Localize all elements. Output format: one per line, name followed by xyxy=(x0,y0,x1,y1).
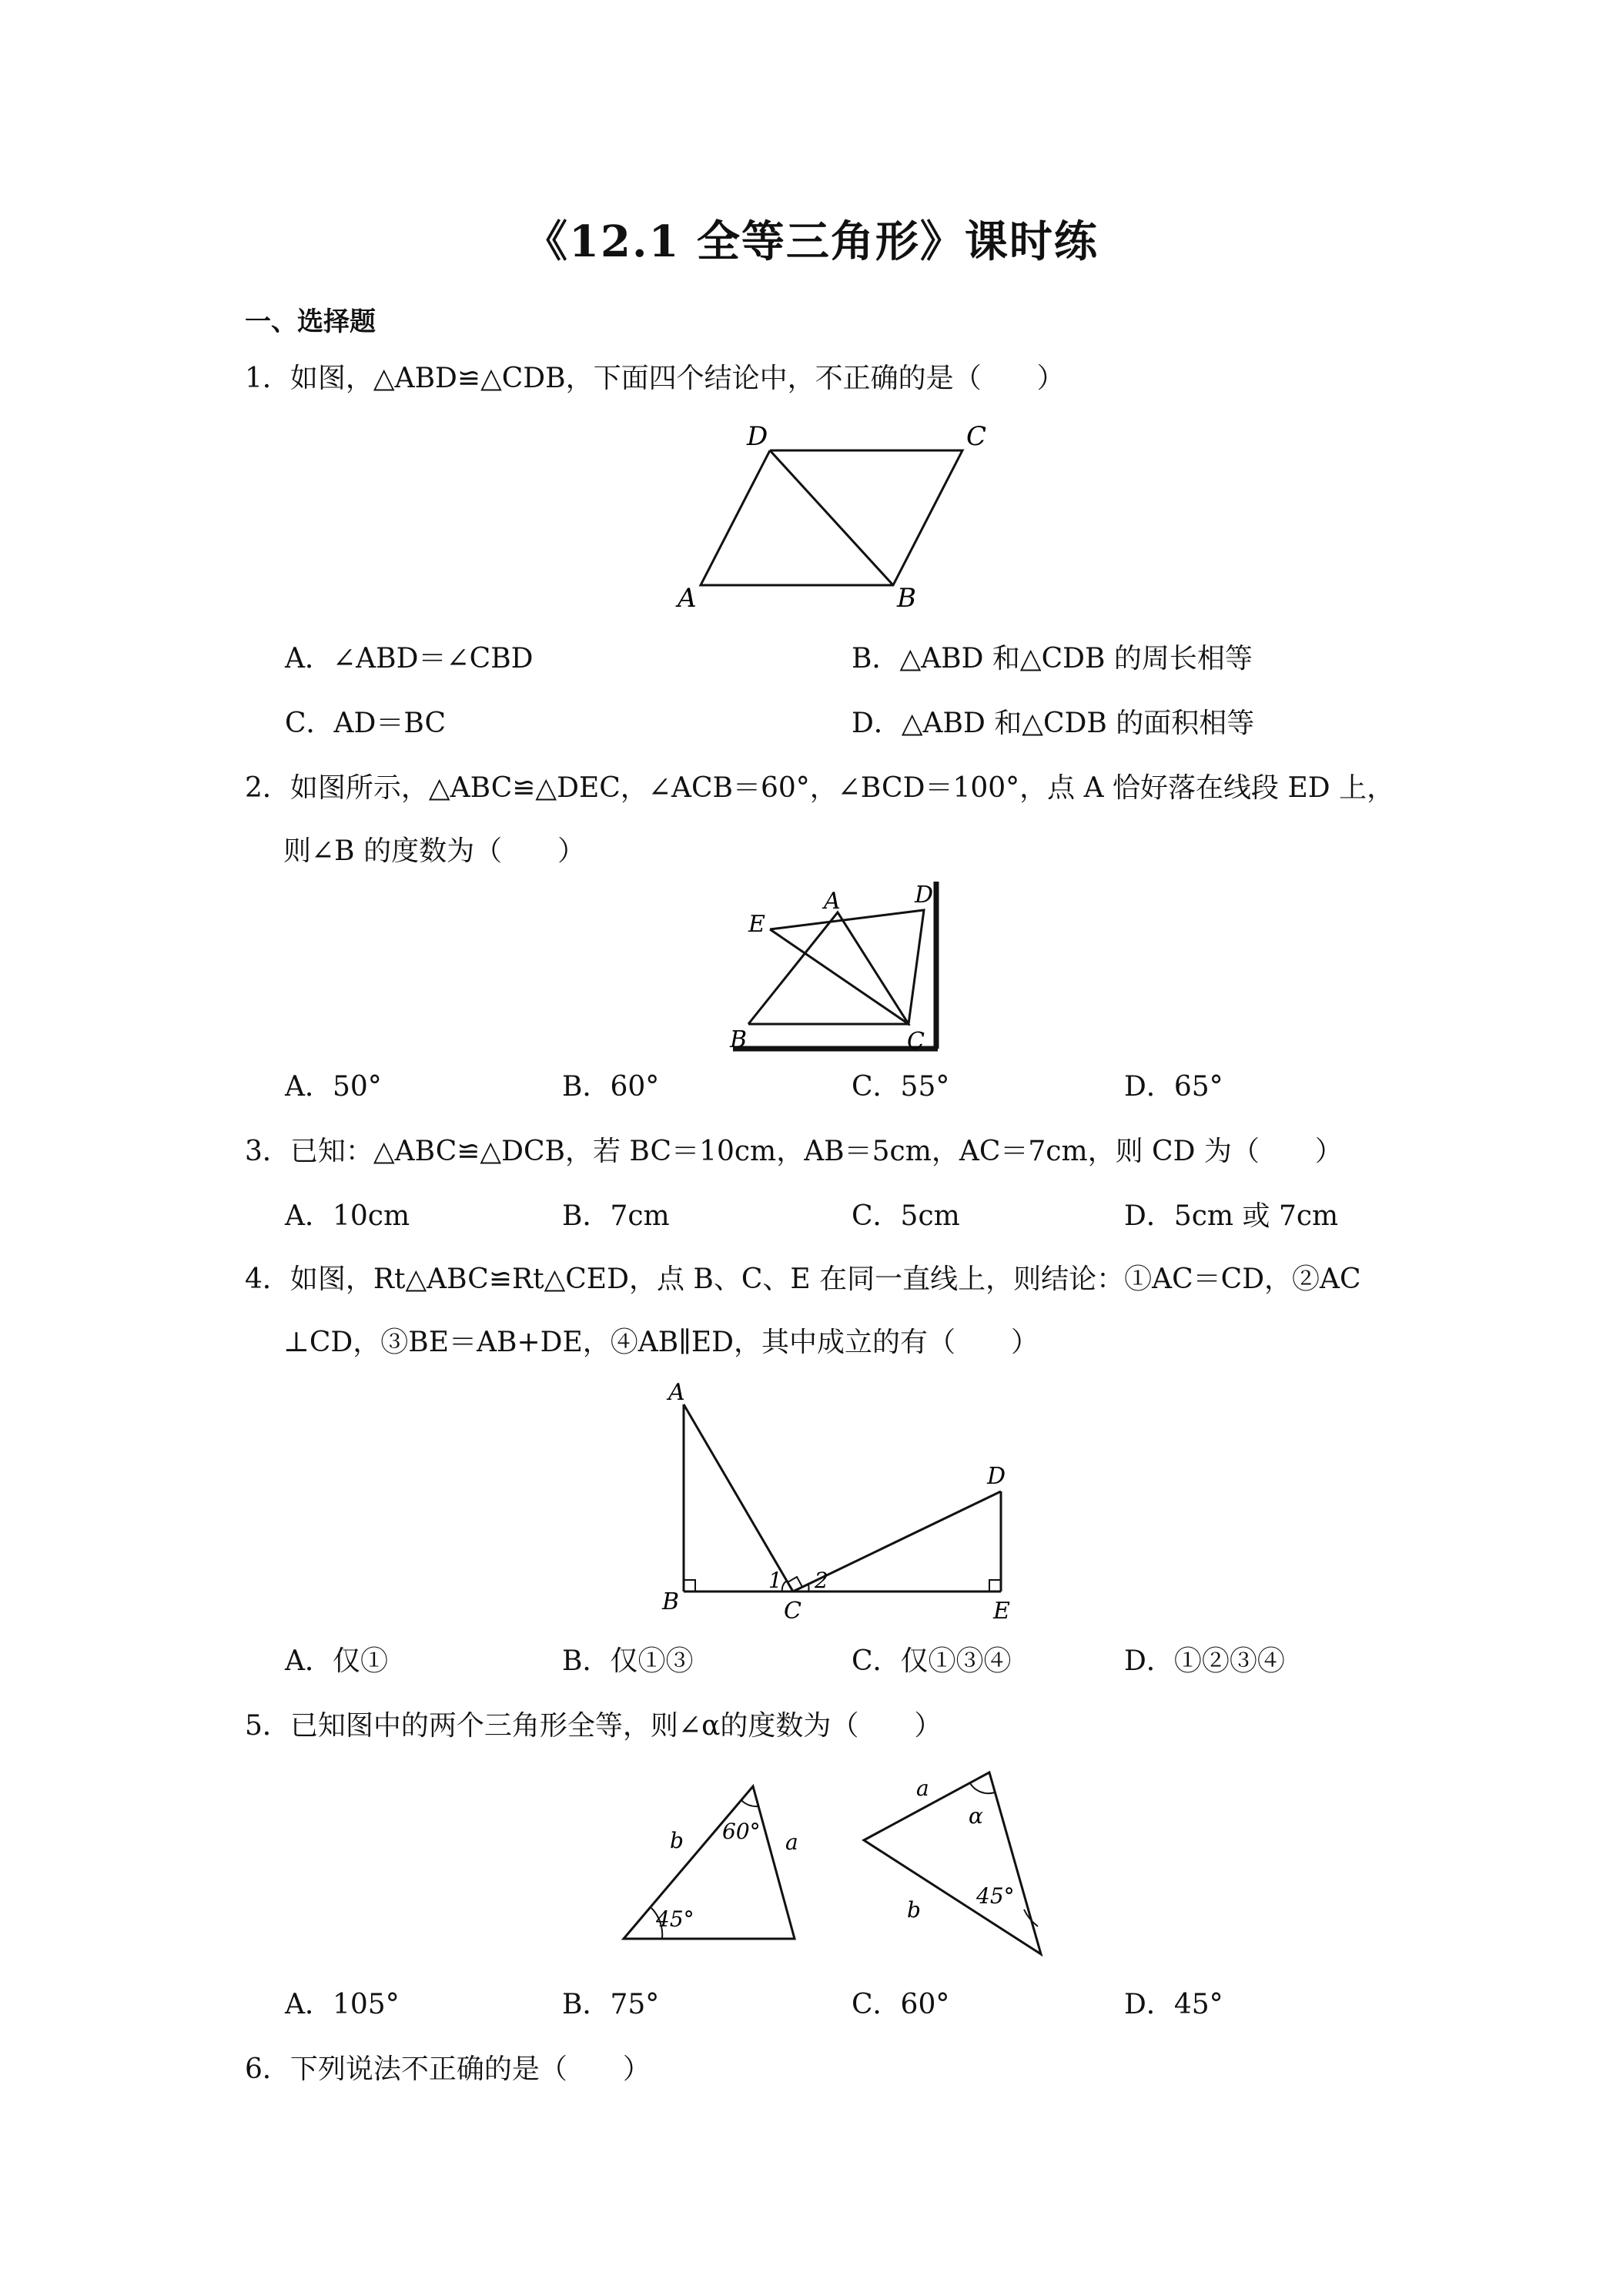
label-b: B xyxy=(730,1026,748,1053)
angle-arc-1 xyxy=(782,1581,787,1591)
question-2-stem: 2．如图所示，△ABC≌△DEC，∠ACB＝60°，∠BCD＝100°，点 A 恰好落在线段 ED 上， xyxy=(245,772,1395,804)
label-b: B xyxy=(897,583,916,614)
question-2-option-b[interactable]: B．60° xyxy=(562,1071,660,1103)
question-5-option-a[interactable]: A．105° xyxy=(285,1989,400,2020)
question-5-option-d[interactable]: D．45° xyxy=(1124,1989,1223,2020)
question-2-option-a[interactable]: A．50° xyxy=(285,1071,382,1103)
question-1-option-d[interactable]: D．△ABD 和△CDB 的面积相等 xyxy=(852,708,1255,739)
label-e: E xyxy=(748,911,765,938)
label-c: C xyxy=(907,1028,925,1055)
right-angle-b xyxy=(684,1580,695,1591)
question-4-option-a[interactable]: A．仅① xyxy=(285,1645,388,1677)
question-3-option-d[interactable]: D．5cm 或 7cm xyxy=(1124,1200,1339,1232)
question-4-stem-2: ⊥CD，③BE＝AB+DE，④AB∥ED，其中成立的有（ ） xyxy=(283,1327,1039,1358)
question-1-figure xyxy=(670,423,993,624)
angle-arc-2 xyxy=(808,1585,809,1591)
segment-ac xyxy=(684,1404,793,1591)
question-5-figure xyxy=(616,1763,1078,1971)
label-c: C xyxy=(784,1598,801,1625)
label-e: E xyxy=(993,1598,1010,1625)
question-3-option-a[interactable]: A．10cm xyxy=(285,1200,410,1232)
question-4-stem: 4．如图，Rt△ABC≌Rt△CED，点 B、C、E 在同一直线上，则结论：①AC＝CD，②AC xyxy=(245,1263,1361,1295)
question-4-option-b[interactable]: B．仅①③ xyxy=(562,1645,694,1677)
question-1-option-b[interactable]: B．△ABD 和△CDB 的周长相等 xyxy=(852,643,1253,674)
label-a-right: a xyxy=(916,1776,929,1801)
question-3-stem: 3．已知：△ABC≌△DCB，若 BC＝10cm，AB＝5cm，AC＝7cm，则 CD 为（ ） xyxy=(245,1136,1343,1167)
page-title: 《12.1 全等三角形》课时练 xyxy=(524,216,1099,267)
label-alpha: α xyxy=(969,1803,983,1829)
question-1-option-c[interactable]: C．AD＝BC xyxy=(285,708,447,739)
label-a-left: a xyxy=(785,1829,798,1855)
question-5-option-b[interactable]: B．75° xyxy=(562,1989,660,2020)
label-2: 2 xyxy=(815,1568,828,1593)
triangle-right xyxy=(864,1772,1041,1954)
label-a: A xyxy=(678,583,697,614)
label-45-degree-right: 45° xyxy=(976,1883,1015,1909)
label-1: 1 xyxy=(768,1568,782,1593)
question-2-stem-2: 则∠B 的度数为（ ） xyxy=(283,835,586,867)
angle-arc-alpha xyxy=(970,1783,995,1793)
label-c: C xyxy=(966,423,987,452)
question-2-option-c[interactable]: C．55° xyxy=(852,1071,950,1103)
diagonal-db xyxy=(770,450,893,585)
label-a: A xyxy=(824,888,841,915)
label-45-degree-left: 45° xyxy=(656,1906,694,1932)
question-5-stem: 5．已知图中的两个三角形全等，则∠α的度数为（ ） xyxy=(245,1710,942,1742)
question-5-option-c[interactable]: C．60° xyxy=(852,1989,950,2020)
question-4-option-c[interactable]: C．仅①③④ xyxy=(852,1645,1012,1677)
question-2-option-d[interactable]: D．65° xyxy=(1124,1071,1223,1103)
label-d: D xyxy=(915,882,934,909)
triangle-left xyxy=(624,1786,795,1939)
question-1-stem: 1．如图，△ABD≌△CDB，下面四个结论中，不正确的是（ ） xyxy=(245,363,1065,394)
section-heading: 一、选择题 xyxy=(245,306,376,337)
question-1-option-a[interactable]: A．∠ABD＝∠CBD xyxy=(285,643,534,674)
label-60-degree: 60° xyxy=(722,1819,761,1844)
question-4-figure xyxy=(654,1372,1024,1634)
right-angle-e xyxy=(989,1580,1001,1591)
question-3-option-b[interactable]: B．7cm xyxy=(562,1200,670,1232)
label-b: B xyxy=(662,1588,680,1615)
label-b-left: b xyxy=(670,1828,684,1853)
question-2-figure xyxy=(724,878,955,1063)
label-d: D xyxy=(987,1463,1006,1490)
label-d: D xyxy=(747,423,768,452)
label-a: A xyxy=(668,1379,685,1406)
question-3-option-c[interactable]: C．5cm xyxy=(852,1200,960,1232)
question-4-option-d[interactable]: D．①②③④ xyxy=(1124,1645,1285,1677)
label-b-right: b xyxy=(907,1897,921,1923)
question-6-stem: 6．下列说法不正确的是（ ） xyxy=(245,2053,651,2085)
